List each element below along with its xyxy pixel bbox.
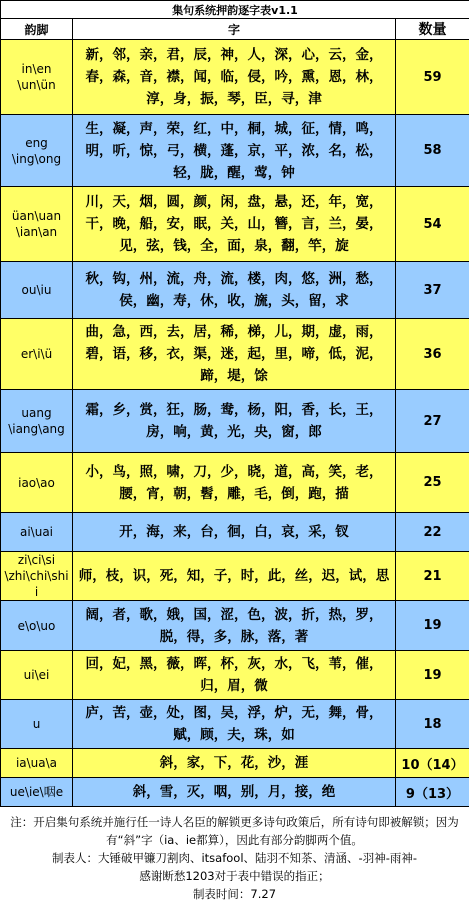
rime-cell: ue\ie\咽e — [1, 778, 73, 807]
count-cell: 19 — [396, 651, 469, 700]
count-cell: 58 — [396, 115, 469, 187]
chars-cell: 小，鸟，照，啸，刀，少，晓，道，高，笑，老，腰，宵，朝，髫，雕，毛，倒，跑，描 — [73, 453, 396, 513]
count-cell: 25 — [396, 453, 469, 513]
count-cell: 21 — [396, 552, 469, 601]
rhyme-row — [1, 700, 469, 749]
count-cell: 36 — [396, 319, 469, 390]
chars-cell: 秋，钩，州，流，舟，流，楼，肉，悠，洲，愁，侯，幽，寿，休，收，旒，头，留，求 — [73, 262, 396, 319]
rhyme-row — [1, 513, 469, 552]
rime-cell: u — [1, 700, 73, 749]
rhyme-row — [1, 453, 469, 513]
footer-thanks: 感谢断愁1203对于表中错误的指正； — [8, 867, 461, 885]
rime-cell: ou\iu — [1, 262, 73, 319]
count-cell: 18 — [396, 700, 469, 749]
rime-cell: e\o\uo — [1, 601, 73, 651]
rhyme-row — [1, 40, 469, 115]
chars-cell: 霜，乡，赏，狂，肠，鸯，杨，阳，香，长，王，房，响，黄，光，央，窗，郎 — [73, 390, 396, 453]
rhyme-row — [1, 262, 469, 319]
rime-cell: ia\ua\a — [1, 749, 73, 778]
count-cell: 27 — [396, 390, 469, 453]
rhyme-rows — [1, 40, 469, 807]
rhyme-row — [1, 778, 469, 807]
footer-note: 注：开启集句系统并施行任一诗人名臣的解锁更多诗句政策后，所有诗句即被解锁；因为有“斜”字（ia、ie都算），因此有部分韵脚两个值。 — [8, 813, 461, 849]
chars-cell: 川，天，烟，圆，颜，闲，盘，悬，还，年，宽，干，晚，船，安，眠，关，山，簪，言，兰，晏，见，弦，钱，全，面，泉，翻，竿，旋 — [73, 187, 396, 262]
chars-cell: 曲，急，西，去，居，稀，梯，儿，期，虚，雨，碧，语，移，衣，渠，迷，起，里，啼，低，泥，蹄，堤，馀 — [73, 319, 396, 390]
footer-makers: 制表人：大锤破甲镰刀割肉、itsafool、陆羽不知茶、清涵、-羽神-雨神- — [8, 849, 461, 867]
rime-cell: er\i\ü — [1, 319, 73, 390]
header-rime: 韵脚 — [1, 19, 73, 40]
header-chars: 字 — [73, 19, 396, 40]
rhyme-row — [1, 187, 469, 262]
rime-cell: in\en \un\ün — [1, 40, 73, 115]
rhyme-row — [1, 651, 469, 700]
count-cell: 59 — [396, 40, 469, 115]
count-cell: 54 — [396, 187, 469, 262]
rime-cell: ui\ei — [1, 651, 73, 700]
rime-cell: zi\ci\si \zhi\chi\shi i — [1, 552, 73, 601]
count-cell: 9（13） — [396, 778, 469, 807]
rhyme-row — [1, 390, 469, 453]
count-cell: 37 — [396, 262, 469, 319]
table-title: 集句系统押韵逐字表v1.1 — [1, 1, 469, 19]
rhyme-row — [1, 319, 469, 390]
footer-date: 制表时间：7.27 — [8, 885, 461, 903]
rhyme-row — [1, 749, 469, 778]
chars-cell: 生，凝，声，荣，红，中，桐，城，征，情，鸣，明，听，惊，弓，横，蓬，京，平，浓，名，松，轻，胧，醒，莺，钟 — [73, 115, 396, 187]
rime-cell: ai\uai — [1, 513, 73, 552]
rime-cell: üan\uan \ian\an — [1, 187, 73, 262]
rhyme-row — [1, 552, 469, 601]
chars-cell: 师，枝，识，死，知，子，时，此，丝，迟，试，思 — [73, 552, 396, 601]
header-count: 数量 — [396, 19, 469, 40]
chars-cell: 斜，雪，灭，咽，别，月，接，绝 — [73, 778, 396, 807]
chars-cell: 新，邻，亲，君，辰，神，人，深，心，云，金，春，森，音，襟，闻，临，侵，吟，熏，恩，林，淳，身，振，琴，臣，寻，津 — [73, 40, 396, 115]
count-cell: 22 — [396, 513, 469, 552]
rhyme-row — [1, 601, 469, 651]
chars-cell: 庐，苦，壶，处，图，吴，浮，炉，无，舞，骨，赋，顾，夫，珠，如 — [73, 700, 396, 749]
count-cell: 10（14） — [396, 749, 469, 778]
rhyme-row — [1, 115, 469, 187]
chars-cell: 开，海，来，台，徊，白，哀，采，钗 — [73, 513, 396, 552]
rime-cell: uang \iang\ang — [1, 390, 73, 453]
footer-notes — [0, 807, 469, 903]
rime-cell: eng \ing\ong — [1, 115, 73, 187]
count-cell: 19 — [396, 601, 469, 651]
chars-cell: 斜，家，下，花，沙，涯 — [73, 749, 396, 778]
rime-cell: iao\ao — [1, 453, 73, 513]
chars-cell: 回，妃，黑，薇，晖，杯，灰，水，飞，苇，催，归，眉，微 — [73, 651, 396, 700]
chars-cell: 阔，者，歌，娥，国，涩，色，波，折，热，罗，脱，得，多，脉，落，著 — [73, 601, 396, 651]
